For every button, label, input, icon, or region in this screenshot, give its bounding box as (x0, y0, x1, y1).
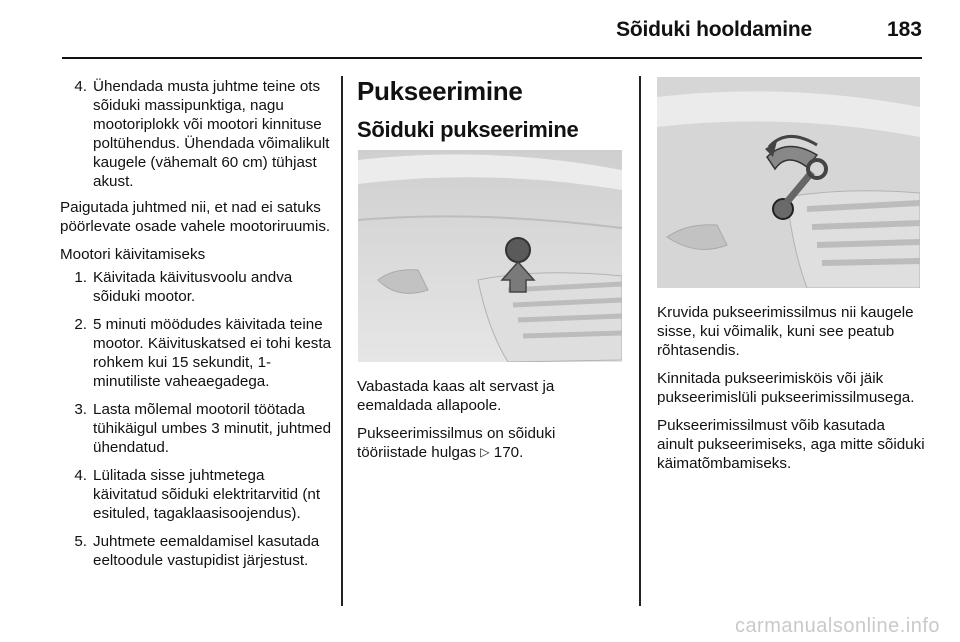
paragraph: Paigutada juhtmed nii, et nad ei satuks pöörlevate osade vahele mootoriruumis. (60, 199, 331, 235)
reference-text: Pukseerimissilmus on sõiduki tööriistade hulgas (357, 425, 556, 461)
towing-eye-illustration (657, 77, 920, 288)
paragraph: Mootori käivitamiseks (60, 246, 206, 263)
paragraph: Kinnitada pukseerimisköis või jäik pukseerimislüli pukseerimissilmusega. (657, 370, 915, 406)
column-divider-left (341, 76, 343, 606)
page-header-title: Sõiduki hooldamine (616, 18, 812, 41)
paragraph: Pukseerimissilmust võib kasutada ainult pukseerimiseks, aga mitte sõiduki käimatõmbamiseks. (657, 417, 925, 472)
left-column (60, 77, 332, 579)
page-reference: 170. (493, 444, 524, 461)
list-text: Ühendada musta juhtme teine ots sõiduki massipunktiga, nagu mootoriplokk või mootori kinnituse poltühendus. Ühendada võimalikult kaugele (vähemalt 60 cm) tühjast akust. (93, 78, 330, 190)
list-text: Lülitada sisse juhtmetega käivitatud sõiduki elektritarvitid (nt esituled, tagaklaasisoojendus). (93, 467, 321, 522)
towing-eye-drawing (657, 77, 920, 288)
list-text: Lasta mõlemal mootoril töötada tühikäigul umbes 3 minutit, juhtmed ühendatud. (93, 401, 332, 456)
list-item (67, 315, 332, 391)
bumper-cover-illustration (358, 150, 622, 362)
list-text: 5 minuti möödudes käivitada teine mootor. Käivituskatsed ei tohi kesta rohkem kui 15 sekundit, 1-minutiliste vaheaegadega. (93, 316, 332, 390)
list-number: 5. (74, 533, 87, 550)
list-number: 4. (74, 78, 87, 95)
bumper-cover-drawing (358, 150, 622, 362)
middle-column (357, 77, 627, 143)
start-step-list (60, 268, 332, 570)
list-text: Juhtmete eemaldamisel kasutada eeltoodule vastupidist järjestust. (93, 533, 320, 569)
subsection-heading: Sõiduki pukseerimine (357, 117, 579, 142)
list-item (67, 400, 332, 457)
list-item (67, 268, 332, 306)
step-list-continued (60, 77, 332, 191)
list-item (67, 466, 332, 523)
list-number: 3. (74, 401, 87, 418)
list-text: Käivitada käivitusvoolu andva sõiduki mootor. (93, 269, 293, 305)
paragraph: Kruvida pukseerimissilmus nii kaugele sisse, kui võimalik, kuni see peatub rõhtasendis. (657, 304, 914, 359)
list-number: 1. (74, 269, 87, 286)
paragraph: Vabastada kaas alt servast ja eemaldada allapoole. (357, 378, 555, 414)
page-number: 183 (886, 18, 922, 41)
watermark: carmanualsonline.info (734, 615, 940, 637)
middle-column-text (357, 377, 627, 471)
paragraph-with-reference (357, 424, 627, 462)
column-divider-right (639, 76, 641, 606)
list-number: 4. (74, 467, 87, 484)
header-rule (62, 57, 922, 59)
page-reference-icon: ▷ (480, 445, 490, 459)
right-column-text (657, 303, 925, 482)
list-item (67, 77, 332, 191)
list-item (67, 532, 332, 570)
list-number: 2. (74, 316, 87, 333)
section-heading: Pukseerimine (357, 76, 523, 106)
